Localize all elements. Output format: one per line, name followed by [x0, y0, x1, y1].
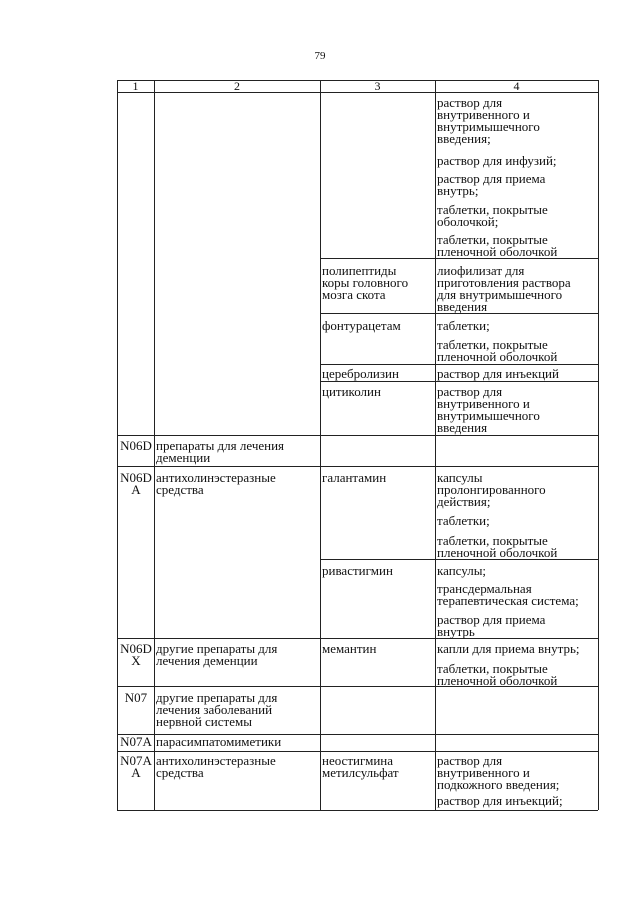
dosage-form: таблетки, покрытые пленочной оболочкой: [437, 533, 558, 560]
page-number: 79: [314, 50, 326, 62]
dosage-form: капсулы;: [437, 563, 487, 578]
atc-code: N07: [124, 690, 148, 705]
row-divider: [117, 751, 598, 752]
drug-name: мемантин: [322, 641, 377, 656]
group-name: другие препараты для лечения деменции: [156, 641, 278, 668]
row-divider: [117, 435, 598, 436]
dosage-form: раствор для приема внутрь;: [437, 171, 546, 198]
dosage-form: раствор для приема внутрь: [437, 612, 546, 639]
dosage-form: таблетки, покрытые пленочной оболочкой: [437, 232, 558, 259]
atc-code: N06D: [120, 438, 152, 453]
atc-code: N07A: [120, 734, 152, 749]
table-border-top: [117, 80, 598, 81]
header-divider: [117, 92, 598, 93]
drug-name: неостигмина метилсульфат: [322, 753, 399, 780]
dosage-form: раствор для инъекций: [437, 366, 559, 381]
table-border-bottom: [117, 810, 598, 811]
row-divider: [117, 466, 598, 467]
dosage-form: раствор для внутривенного и внутримышечного введения;: [437, 95, 540, 146]
drug-classification-table: [117, 80, 598, 810]
column-header-4: 4: [513, 79, 520, 93]
drug-divider: [320, 381, 598, 382]
group-name: антихолинэстеразные средства: [156, 470, 276, 497]
dosage-form: лиофилизат для приготовления раствора для внутримышечного введения: [437, 263, 571, 314]
dosage-form: таблетки;: [437, 513, 490, 528]
atc-code: N06D X: [120, 641, 152, 668]
atc-code: N07A A: [120, 753, 152, 780]
dosage-form: капсулы пролонгированного действия;: [437, 470, 546, 509]
group-name: парасимпатомиметики: [156, 734, 282, 749]
dosage-form: таблетки;: [437, 318, 490, 333]
row-divider: [117, 638, 598, 639]
column-divider: [435, 80, 436, 810]
dosage-form: раствор для внутривенного и внутримышечного введения: [437, 384, 540, 435]
drug-name: цитиколин: [322, 384, 381, 399]
group-name: антихолинэстеразные средства: [156, 753, 276, 780]
column-header-1: 1: [132, 79, 139, 93]
column-divider: [154, 80, 155, 810]
dosage-form: раствор для инфузий;: [437, 153, 557, 168]
drug-name: церебролизин: [322, 366, 399, 381]
dosage-form: капли для приема внутрь;: [437, 641, 580, 656]
group-name: другие препараты для лечения заболеваний нервной системы: [156, 690, 278, 729]
dosage-form: раствор для внутривенного и подкожного введения;: [437, 753, 560, 792]
column-header-2: 2: [234, 79, 240, 93]
drug-divider: [320, 364, 598, 365]
column-divider: [320, 80, 321, 810]
drug-name: полипептиды коры головного мозга скота: [322, 263, 409, 302]
dosage-form: трансдермальная терапевтическая система;: [437, 581, 579, 608]
drug-name: галантамин: [322, 470, 387, 485]
drug-name: ривастигмин: [322, 563, 393, 578]
atc-code: N06D A: [120, 470, 152, 497]
drug-name: фонтурацетам: [322, 318, 401, 333]
dosage-form: таблетки, покрытые пленочной оболочкой: [437, 337, 558, 364]
dosage-form: таблетки, покрытые пленочной оболочкой: [437, 661, 558, 688]
column-header-3: 3: [374, 79, 381, 93]
group-name: препараты для лечения деменции: [156, 438, 285, 465]
dosage-form: раствор для инъекций;: [437, 793, 563, 808]
dosage-form: таблетки, покрытые оболочкой;: [437, 202, 548, 229]
table-border-right: [598, 80, 599, 810]
